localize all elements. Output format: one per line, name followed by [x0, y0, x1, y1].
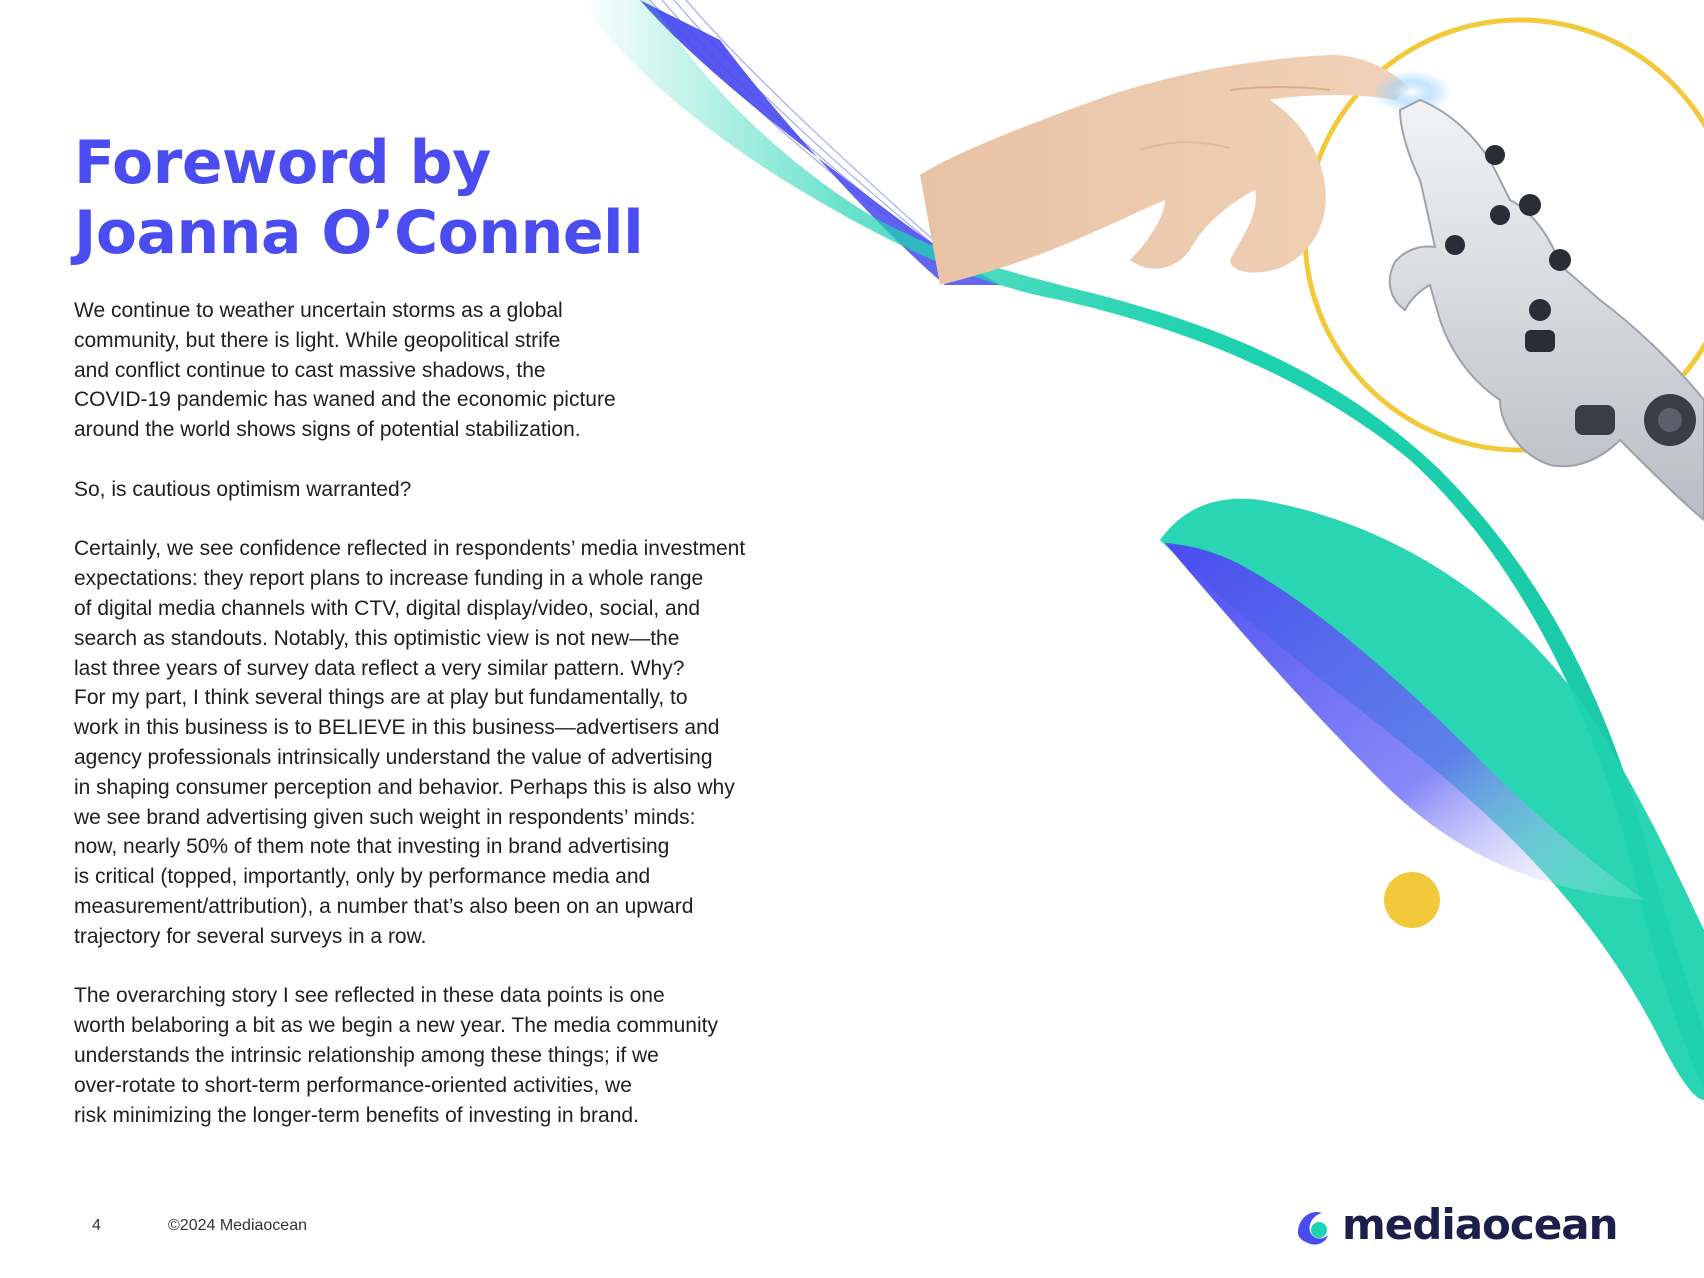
gold-dot [1384, 872, 1440, 928]
text-line: So, is cautious optimism warranted? [74, 477, 412, 501]
text-line: COVID-19 pandemic has waned and the economic picture [74, 388, 616, 412]
text-line: We continue to weather uncertain storms as a global [74, 299, 563, 322]
text-line: of digital media channels with CTV, digital display/video, social, and [74, 596, 701, 620]
page-title [74, 128, 643, 268]
text-line: last three years of survey data reflect a very similar pattern. Why? [74, 656, 685, 680]
text-line: over-rotate to short-term performance-oriented activities, we [74, 1073, 632, 1097]
paragraph-4 [74, 981, 794, 1130]
paragraph-2 [74, 475, 794, 505]
human-hand-image [920, 55, 1410, 285]
text-line: work in this business is to BELIEVE in this business—advertisers and [74, 716, 720, 740]
text-line: The overarching story I see reflected in these data points is one [74, 984, 665, 1008]
robot-hand-image [1390, 100, 1704, 520]
text-line: trajectory for several surveys in a row. [74, 924, 427, 948]
text-line: For my part, I think several things are at play but fundamentally, to [74, 686, 688, 710]
text-line: measurement/attribution), a number that’s also been on an upward [74, 894, 694, 918]
text-line: search as standouts. Notably, this optimistic view is not new—the [74, 626, 680, 650]
paragraph-1 [74, 296, 794, 445]
paragraph-3 [74, 534, 794, 951]
text-line: around the world shows signs of potential stabilization. [74, 418, 581, 442]
foreword-body [74, 296, 794, 1160]
text-line: expectations: they report plans to increase funding in a whole range [74, 567, 704, 591]
mediaocean-logo [1292, 1200, 1618, 1250]
text-line: is critical (topped, importantly, only by performance media and [74, 865, 651, 889]
text-line: agency professionals intrinsically understand the value of advertising [74, 745, 713, 769]
text-line: now, nearly 50% of them note that investing in brand advertising [74, 835, 670, 859]
title-line-1: Foreword by [74, 128, 491, 198]
logo-wordmark: mediaocean [1342, 1200, 1618, 1249]
text-line: and conflict continue to cast massive shadows, the [74, 358, 546, 382]
text-line: risk minimizing the longer-term benefits of investing in brand. [74, 1103, 639, 1127]
mediaocean-wave-icon [1292, 1203, 1336, 1247]
text-line: we see brand advertising given such weight in respondents’ minds: [74, 805, 696, 829]
text-line: community, but there is light. While geopolitical strife [74, 328, 561, 352]
text-line: worth belaboring a bit as we begin a new year. The media community [74, 1014, 718, 1038]
copyright-notice: ©2024 Mediaocean [168, 1217, 307, 1234]
title-line-2: Joanna O’Connell [74, 198, 644, 268]
text-line: Certainly, we see confidence reflected in respondents’ media investment [74, 537, 746, 561]
page-number: 4 [92, 1217, 101, 1234]
text-line: understands the intrinsic relationship among these things; if we [74, 1043, 659, 1067]
text-line: in shaping consumer perception and behavior. Perhaps this is also why [74, 775, 735, 799]
